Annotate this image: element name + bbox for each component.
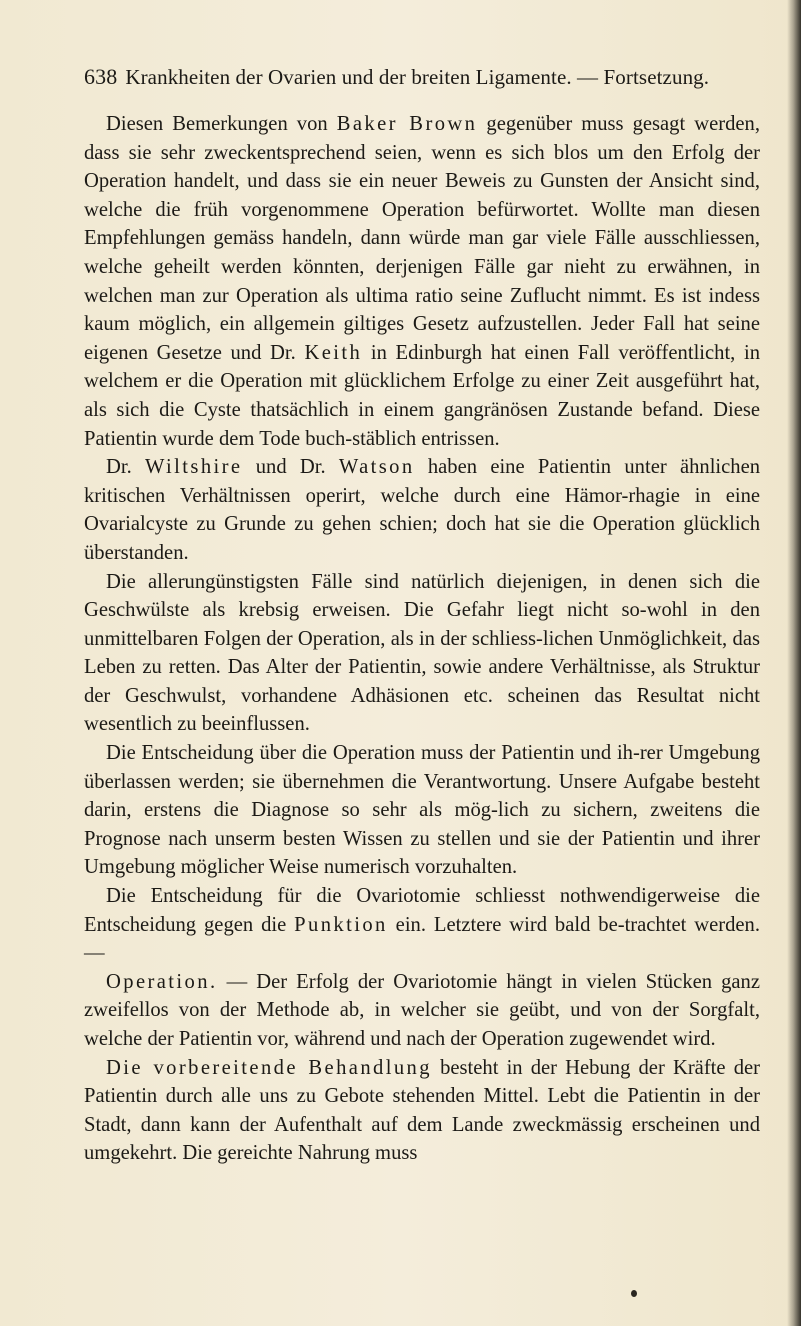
- paragraph-text: und Dr.: [242, 456, 339, 479]
- paragraph-text: besteht in der Hebung der Kräfte der Patientin durch alle uns zu Gebote stehenden Mittel. Lebt die Patientin in der Stadt, dann kann der Aufenthalt auf dem Lande zweckmässig erscheinen und umgekehrt. Die gereichte Nahrung muss: [84, 1056, 760, 1165]
- paragraph: [84, 453, 760, 567]
- paragraph-text: Die Entscheidung über die Operation muss der Patientin und ih-rer Umgebung überlassen werden; sie übernehmen die Verantwortung. Unsere Aufgabe besteht darin, erstens die Diagnose so sehr als mög-lich zu sichern, zweitens die Prognose nach unserm besten Wissen zu stellen und sie der Patientin und ihrer Umgebung möglicher Weise numerisch vorzuhalten.: [84, 742, 760, 879]
- emphasized-name: Punktion: [294, 913, 388, 936]
- paragraph-text: Die Entscheidung für die Ovariotomie schliesst nothwendigerweise die Entscheidung gegen die: [84, 885, 760, 936]
- paragraph: [84, 110, 760, 453]
- page-number: 638: [84, 64, 118, 89]
- emphasized-name: Die vorbereitende Behandlung: [106, 1056, 432, 1079]
- paragraph-text: Diesen Bemerkungen von: [106, 113, 337, 135]
- paragraph-text: Die allerungünstigsten Fälle sind natürlich diejenigen, in denen sich die Geschwülste als krebsig erweisen. Die Gefahr liegt nicht so-wohl in den unmittelbaren Folgen der Operation, als in der schliess-lichen Unmöglichkeit, das Leben zu retten. Das Alter der Patientin, sowie andere Verhältnisse, als Struktur der Geschwulst, vorhandene Adhäsionen etc. scheinen das Resultat nicht wesentlich zu beeinflussen.: [84, 570, 760, 736]
- ink-dot: [631, 1290, 637, 1297]
- paragraph: [84, 968, 760, 1054]
- emphasized-name: Operation.: [106, 970, 218, 993]
- paragraph: [84, 739, 760, 882]
- paragraph-text: gegenüber muss gesagt werden, dass sie sehr zweckentsprechend seien, wenn es sich blos um den Erfolg der Operation handelt, und dass sie ein neuer Beweis zu Gunsten der Ansicht sind, welche die früh vorgenommene Operation befürwortet. Wollte man diesen Empfehlungen gemäss handeln, dann würde man gar viele Fälle ausschliessen, welche geheilt werden könnten, derjenigen Fälle gar nieht zu erwähnen, in welchen man zur Operation als ultima ratio seine Zuflucht nimmt. Es ist indess kaum möglich, ein allgemein giltiges Gesetz aufzustellen. Jeder Fall hat seine eigenen Gesetze und Dr.: [84, 113, 760, 364]
- emphasized-name: Baker Brown: [336, 113, 478, 135]
- running-head: [84, 64, 764, 90]
- paragraph: [84, 568, 760, 740]
- paragraph-text: — Der Erfolg der Ovariotomie hängt in vielen Stücken ganz zweifellos von der Methode ab, in welcher sie geübt, und von der Sorgfalt, welche der Patientin vor, während und nach der Operation zugewendet wird.: [84, 970, 760, 1050]
- emphasized-name: Watson: [338, 456, 415, 479]
- emphasized-name: Wiltshire: [145, 456, 243, 479]
- paragraph-text: haben eine Patientin unter ähnlichen kritischen Verhältnissen operirt, welche durch eine Hämor-rhagie in eine Ovarialcyste zu Grunde zu gehen schien; doch hat sie die Operation glücklich überstanden.: [84, 456, 761, 564]
- paragraph: [84, 1054, 760, 1168]
- paragraph-text: ein. Letztere wird bald be-trachtet werden. —: [84, 913, 760, 965]
- page-edge-shadow: [787, 0, 801, 1326]
- paragraph-text: in Edinburgh hat einen Fall veröffentlicht, in welchem er die Operation mit glücklichem Erfolge zu einer Zeit ausgeführt hat, als sich die Cyste thatsächlich in einem gangränösen Zustande befand. Diese Patientin wurde dem Tode buch-stäblich entrissen.: [84, 341, 760, 450]
- body-text: [84, 110, 760, 1168]
- running-head-title: Krankheiten der Ovarien und der breiten Ligamente. — Fortsetzung.: [125, 65, 710, 89]
- paragraph: [84, 882, 760, 968]
- paragraph-text: Dr.: [106, 456, 146, 479]
- emphasized-name: Keith: [304, 341, 363, 364]
